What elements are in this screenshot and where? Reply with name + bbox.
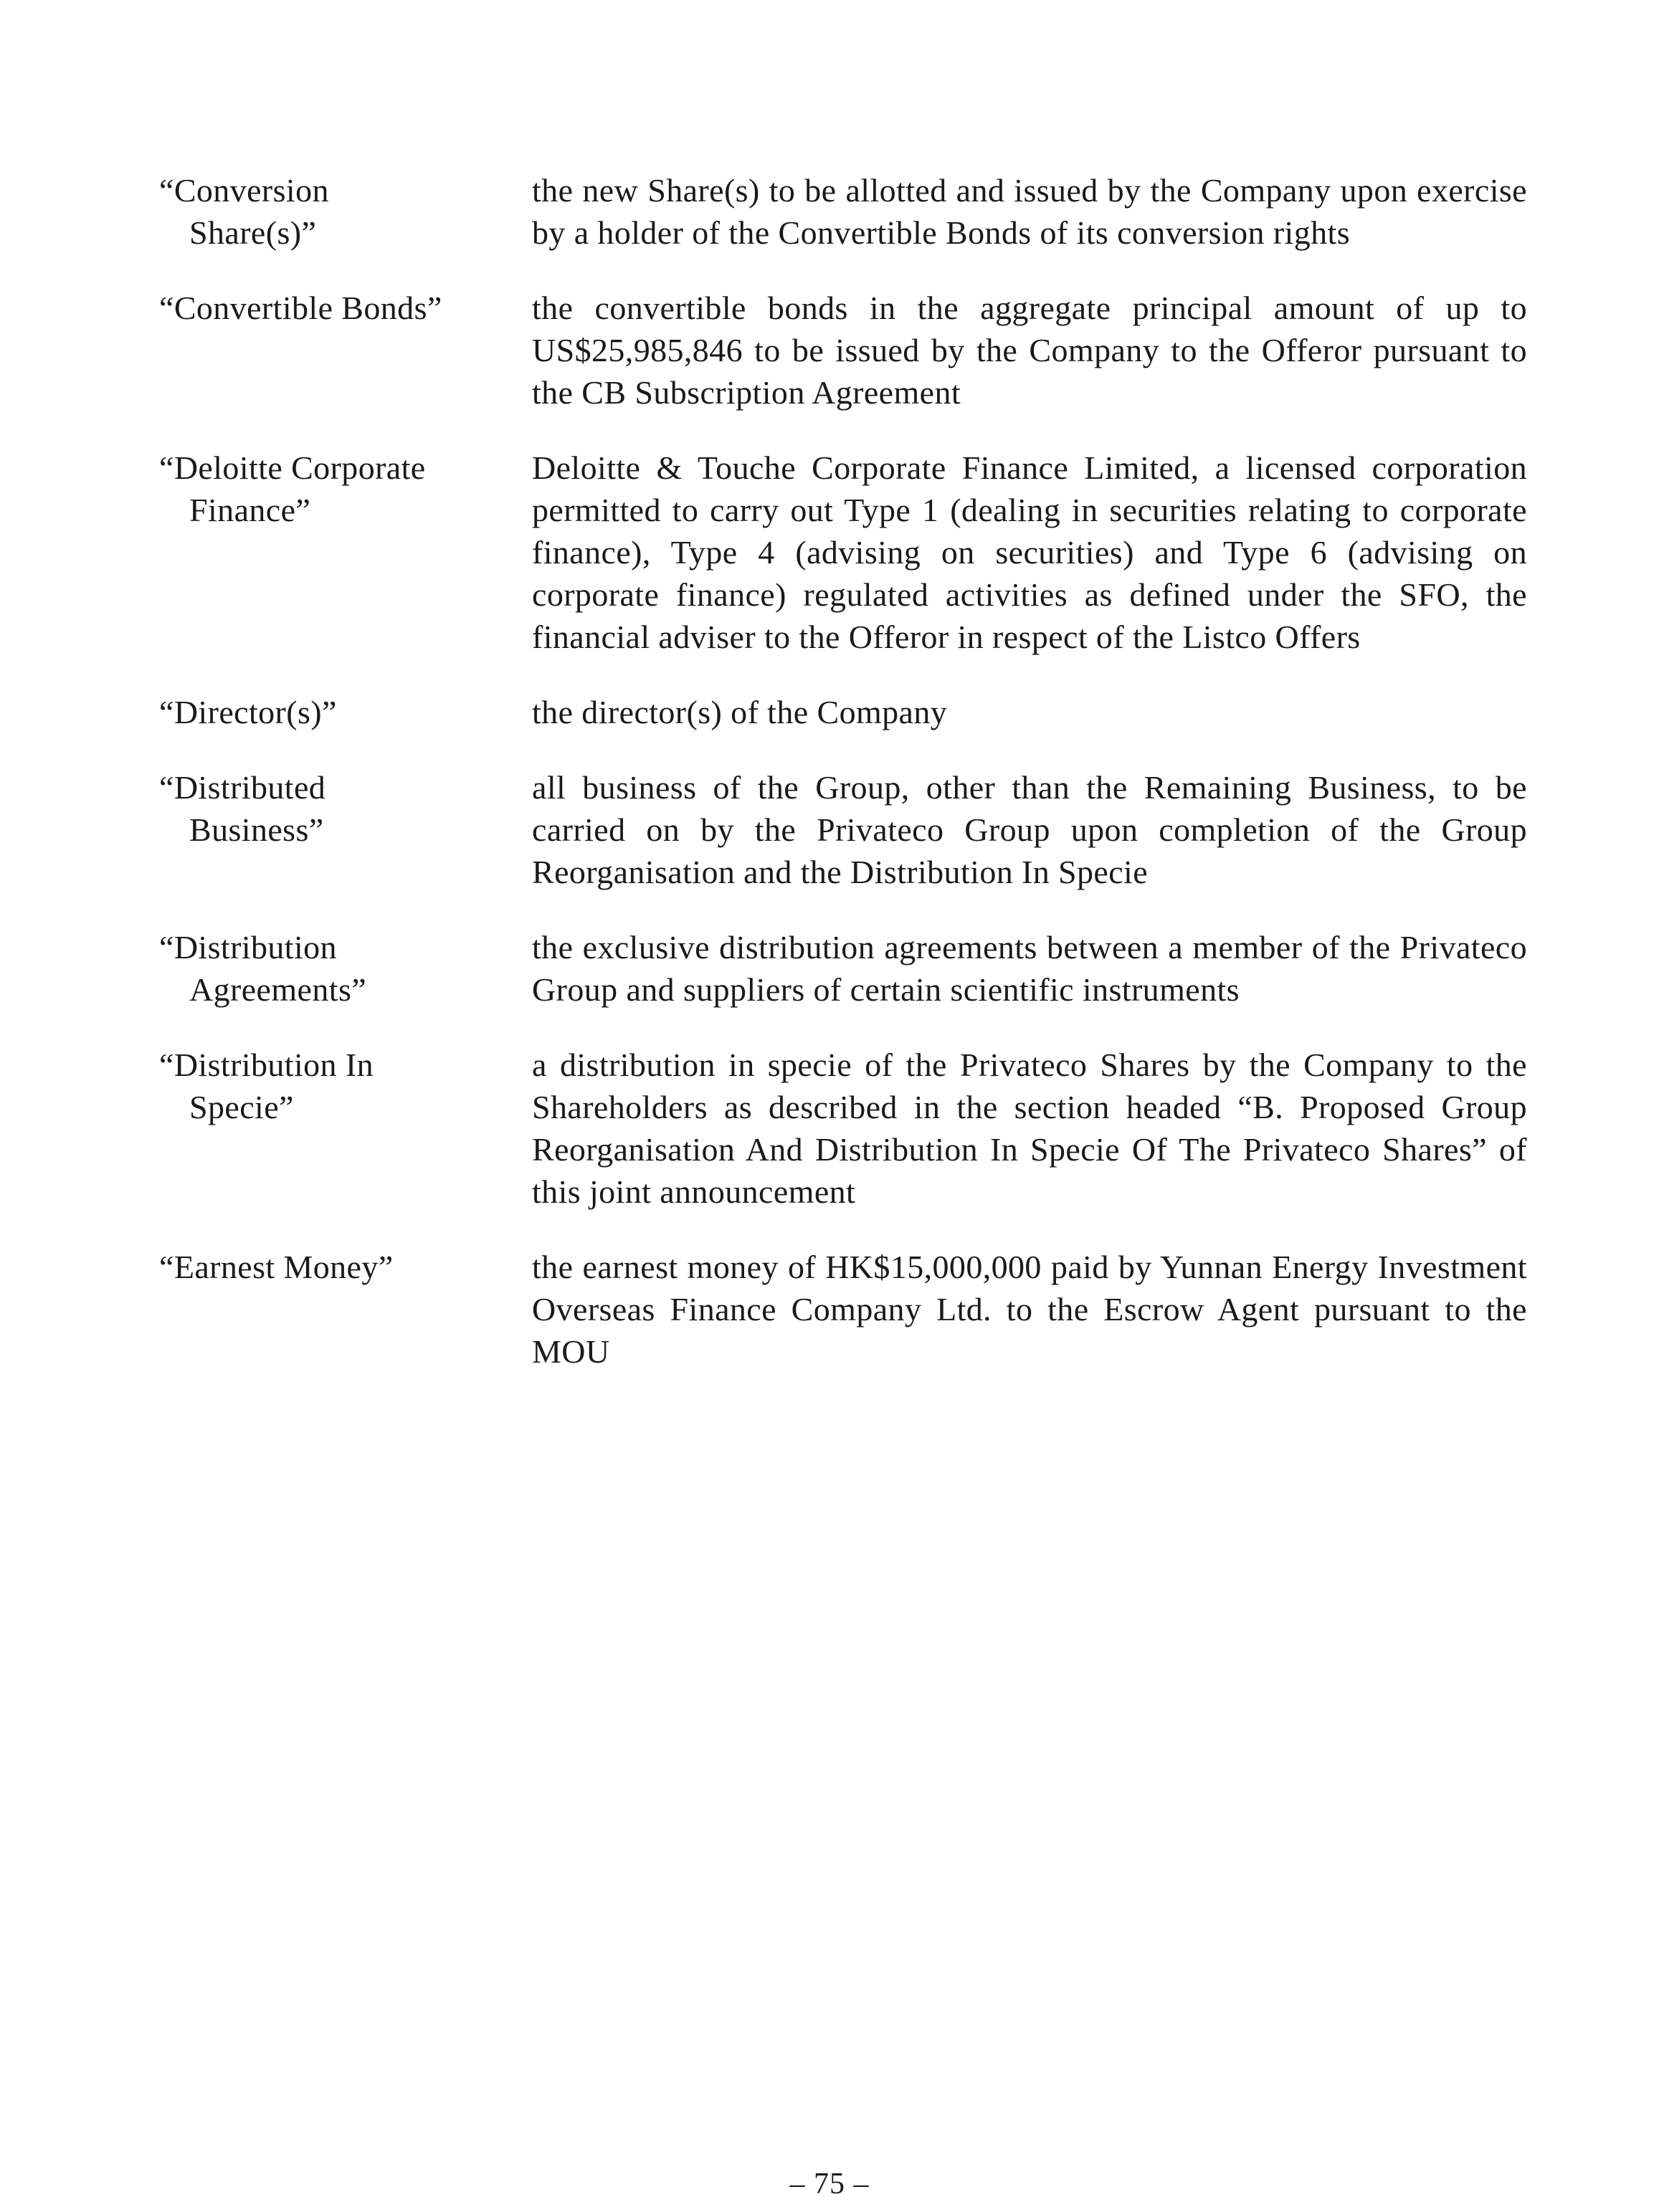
term-line-1: “Distribution [159,929,337,966]
term-line-1: “Conversion [159,172,329,209]
term-line-2: Agreements” [189,971,367,1008]
term-line-2: Finance” [189,492,311,528]
term-line-1: “Deloitte Corporate [159,449,426,486]
term-line-1: “Earnest Money” [159,1249,394,1285]
definition-term [159,1246,532,1288]
definition-text: Deloitte & Touche Corporate Finance Limited, a licensed corporation permitted to carry out Type 1 (dealing in securities relating to corporate finance), Type 4 (advising on securities) and Type 6 (advising on corporate finance) regulated activities as defined under the SFO, the financial adviser to the Offeror in respect of the Listco Offers [532,449,1527,655]
definition-text: the director(s) of the Company [532,694,948,730]
term-line-2: Specie” [189,1089,294,1125]
definition-text: the convertible bonds in the aggregate principal amount of up to US$25,985,846 to be issued by the Company to the Offeror pursuant to the CB Subscription Agreement [532,290,1527,411]
definition-entry-deloitte-corporate-finance [159,447,1527,658]
definition-entry-directors [159,691,1527,733]
definition-text: the new Share(s) to be allotted and issued by the Company upon exercise by a holder of the Convertible Bonds of its conversion rights [532,172,1527,251]
definition-term [159,766,532,851]
term-line-2: Business” [189,811,324,848]
definition-term [159,926,532,1011]
term-line-1: “Convertible Bonds” [159,290,442,326]
definition-entry-earnest-money [159,1246,1527,1373]
term-line-1: “Distribution In [159,1047,374,1083]
definition-text: the exclusive distribution agreements between a member of the Privateco Group and suppliers of certain scientific instruments [532,929,1527,1008]
definition-entry-distributed-business [159,766,1527,893]
definition-text: the earnest money of HK$15,000,000 paid by Yunnan Energy Investment Overseas Finance Company Ltd. to the Escrow Agent pursuant to the MOU [532,1249,1527,1370]
definition-entry-convertible-bonds [159,287,1527,414]
definitions-list [159,169,1527,1406]
definition-term [159,691,532,733]
term-line-1: “Distributed [159,769,326,806]
definition-term [159,287,532,329]
definition-text: all business of the Group, other than the Remaining Business, to be carried on by the Privateco Group upon completion of the Group Reorganisation and the Distribution In Specie [532,769,1527,890]
definition-text: a distribution in specie of the Privateco Shares by the Company to the Shareholders as described in the section headed “B. Proposed Group Reorganisation And Distribution In Specie Of The Privateco Shares” of this joint announcement [532,1047,1527,1210]
definition-term [159,447,532,531]
definition-entry-distribution-in-specie [159,1044,1527,1213]
definition-term [159,169,532,254]
page-number: – 75 – [789,2168,870,2201]
definition-entry-distribution-agreements [159,926,1527,1011]
definition-entry-conversion-shares [159,169,1527,254]
term-line-2: Share(s)” [189,214,317,251]
definition-term [159,1044,532,1128]
term-line-1: “Director(s)” [159,694,337,730]
